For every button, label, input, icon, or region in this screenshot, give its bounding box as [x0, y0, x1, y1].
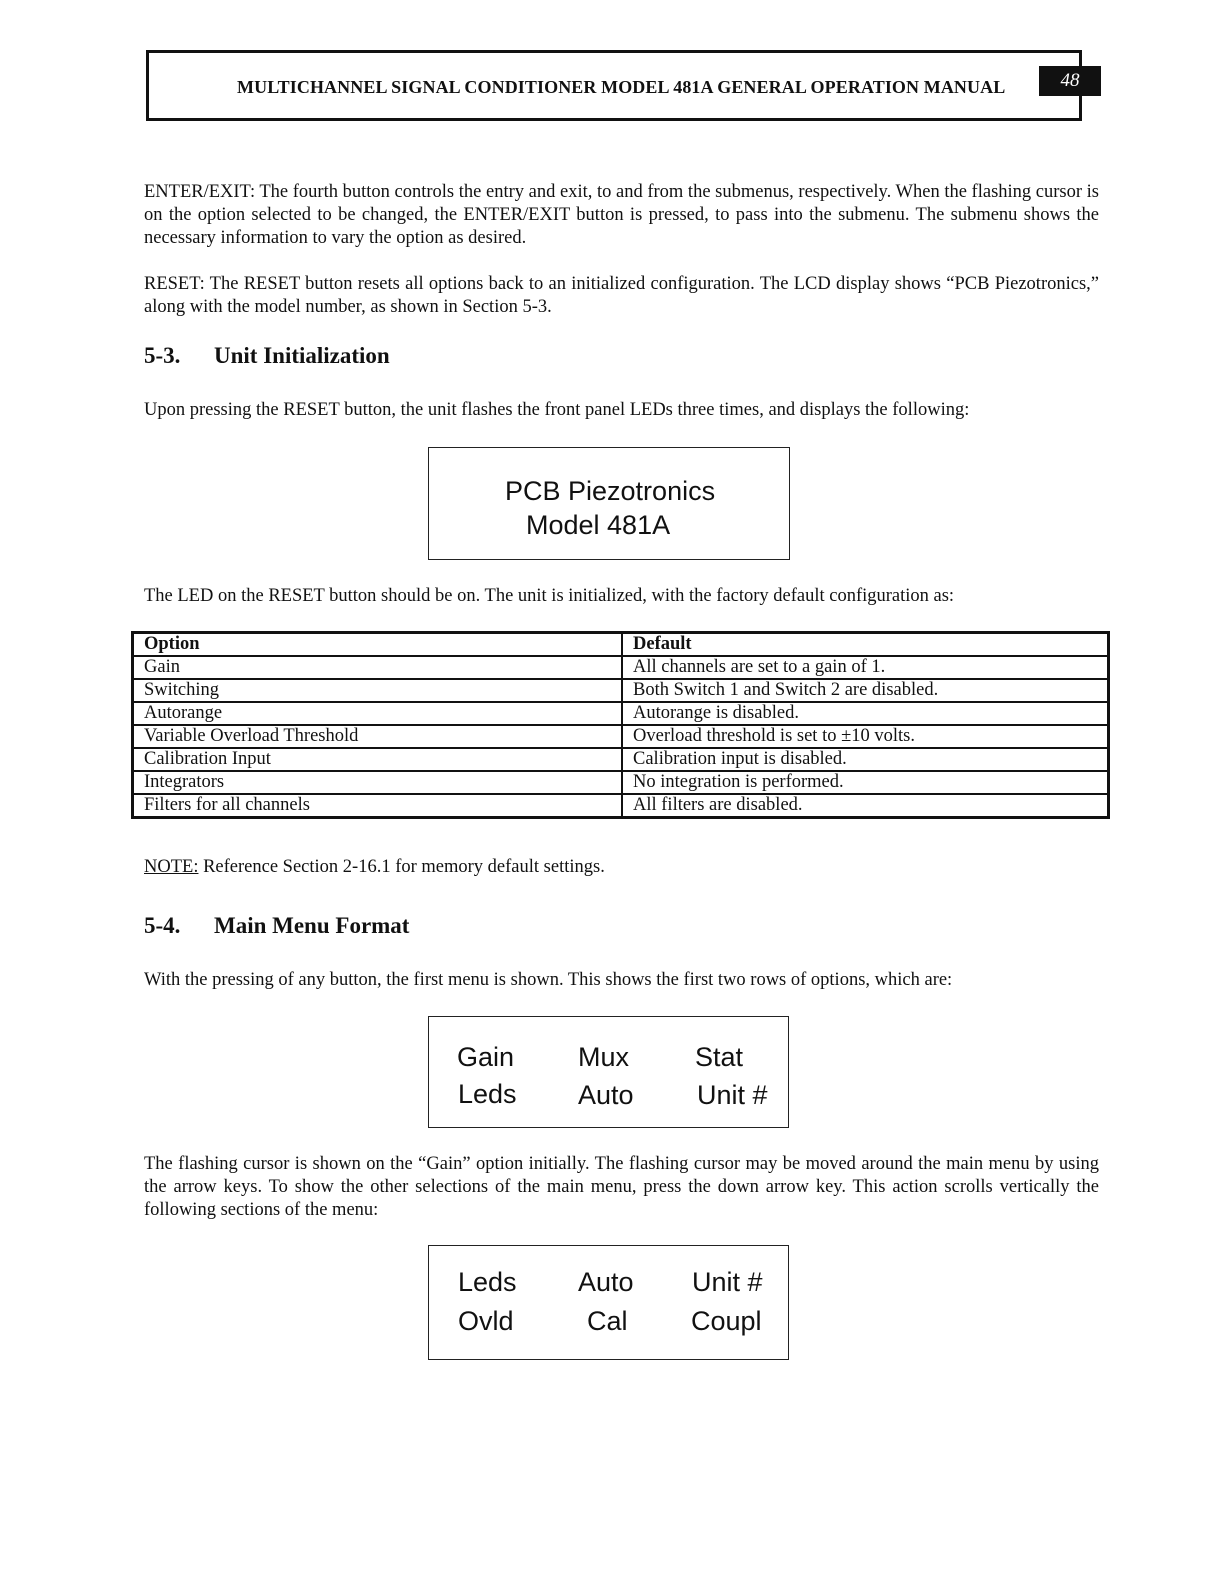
table-cell-default: Overload threshold is set to ±10 volts. [622, 725, 1109, 748]
note-text: Reference Section 2-16.1 for memory default settings. [198, 857, 605, 877]
table-row [133, 725, 1109, 748]
lcd-main-menu-1 [428, 1016, 789, 1128]
led-on-paragraph: The LED on the RESET button should be on. The unit is initialized, with the factory default configuration as: [144, 586, 955, 606]
section-heading-5-4 [144, 913, 409, 939]
note-paragraph [144, 856, 1099, 879]
lcd-menu1-cell: Gain [457, 1042, 515, 1072]
lcd-menu1-cell: Stat [695, 1042, 744, 1072]
section-number: 5-4. [144, 913, 181, 938]
lcd-main-menu-2 [428, 1245, 789, 1360]
lcd-menu1-cell: Unit # [697, 1080, 768, 1110]
upon-reset-paragraph: Upon pressing the RESET button, the unit flashes the front panel LEDs three times, and displays the following: [144, 400, 970, 420]
note-label: NOTE: [144, 857, 199, 877]
first-menu-paragraph: With the pressing of any button, the first menu is shown. This shows the first two rows of options, which are: [144, 970, 953, 990]
lcd-menu2-cell: Cal [587, 1306, 628, 1336]
lcd-menu2-cell: Auto [578, 1267, 634, 1297]
table-row [133, 702, 1109, 725]
defaults-table [131, 631, 1110, 819]
table-cell-default: All filters are disabled. [622, 794, 1109, 818]
table-header-row [133, 633, 1109, 657]
page-number-badge: 48 [1039, 66, 1101, 96]
table-cell-option: Autorange [133, 702, 623, 725]
section-number: 5-3. [144, 343, 181, 368]
table-cell-default: Autorange is disabled. [622, 702, 1109, 725]
section-title: Unit Initialization [214, 343, 390, 368]
enter-exit-paragraph: ENTER/EXIT: The fourth button controls the entry and exit, to and from the submenus, respectively. When the flashing cursor is on the option selected to be changed, the ENTER/EXIT button is pressed, to pass into the submenu. The submenu shows the necessary information to vary the option as desired. [144, 182, 1099, 248]
header-box [146, 50, 1082, 121]
lcd-init-line1: PCB Piezotronics [505, 476, 716, 506]
header-title: MULTICHANNEL SIGNAL CONDITIONER MODEL 481A GENERAL OPERATION MANUAL [237, 77, 1006, 97]
table-cell-default: Calibration input is disabled. [622, 748, 1109, 771]
table-cell-option: Calibration Input [133, 748, 623, 771]
table-row [133, 679, 1109, 702]
table-header-option: Option [133, 633, 623, 657]
lcd-init-display [428, 447, 790, 560]
table-cell-option: Filters for all channels [133, 794, 623, 818]
table-row [133, 771, 1109, 794]
reset-paragraph: RESET: The RESET button resets all options back to an initialized configuration. The LCD display shows “PCB Piezotronics,” along with the model number, as shown in Section 5-3. [144, 274, 1099, 317]
lcd-menu2-cell: Leds [458, 1267, 517, 1297]
lcd-menu1-cell: Auto [578, 1080, 634, 1110]
lcd-menu2-cell: Unit # [692, 1267, 763, 1297]
table-cell-default: All channels are set to a gain of 1. [622, 656, 1109, 679]
table-cell-default: No integration is performed. [622, 771, 1109, 794]
table-cell-option: Gain [133, 656, 623, 679]
table-cell-option: Variable Overload Threshold [133, 725, 623, 748]
table-row [133, 748, 1109, 771]
table-cell-default: Both Switch 1 and Switch 2 are disabled. [622, 679, 1109, 702]
lcd-menu2-cell: Ovld [458, 1306, 514, 1336]
lcd-menu1-cell: Mux [578, 1042, 630, 1072]
table-cell-option: Switching [133, 679, 623, 702]
table-header-default: Default [622, 633, 1109, 657]
lcd-menu1-cell: Leds [458, 1079, 517, 1109]
table-cell-option: Integrators [133, 771, 623, 794]
section-heading-5-3 [144, 343, 390, 369]
table-row [133, 656, 1109, 679]
lcd-menu2-cell: Coupl [691, 1306, 762, 1336]
lcd-init-line2: Model 481A [526, 510, 671, 540]
section-title: Main Menu Format [214, 913, 410, 938]
table-row [133, 794, 1109, 818]
cursor-paragraph: The flashing cursor is shown on the “Gain” option initially. The flashing cursor may be moved around the main menu by using the arrow keys. To show the other selections of the main menu, press the down arrow key. This action scrolls vertically the following sections of the menu: [144, 1154, 1099, 1220]
